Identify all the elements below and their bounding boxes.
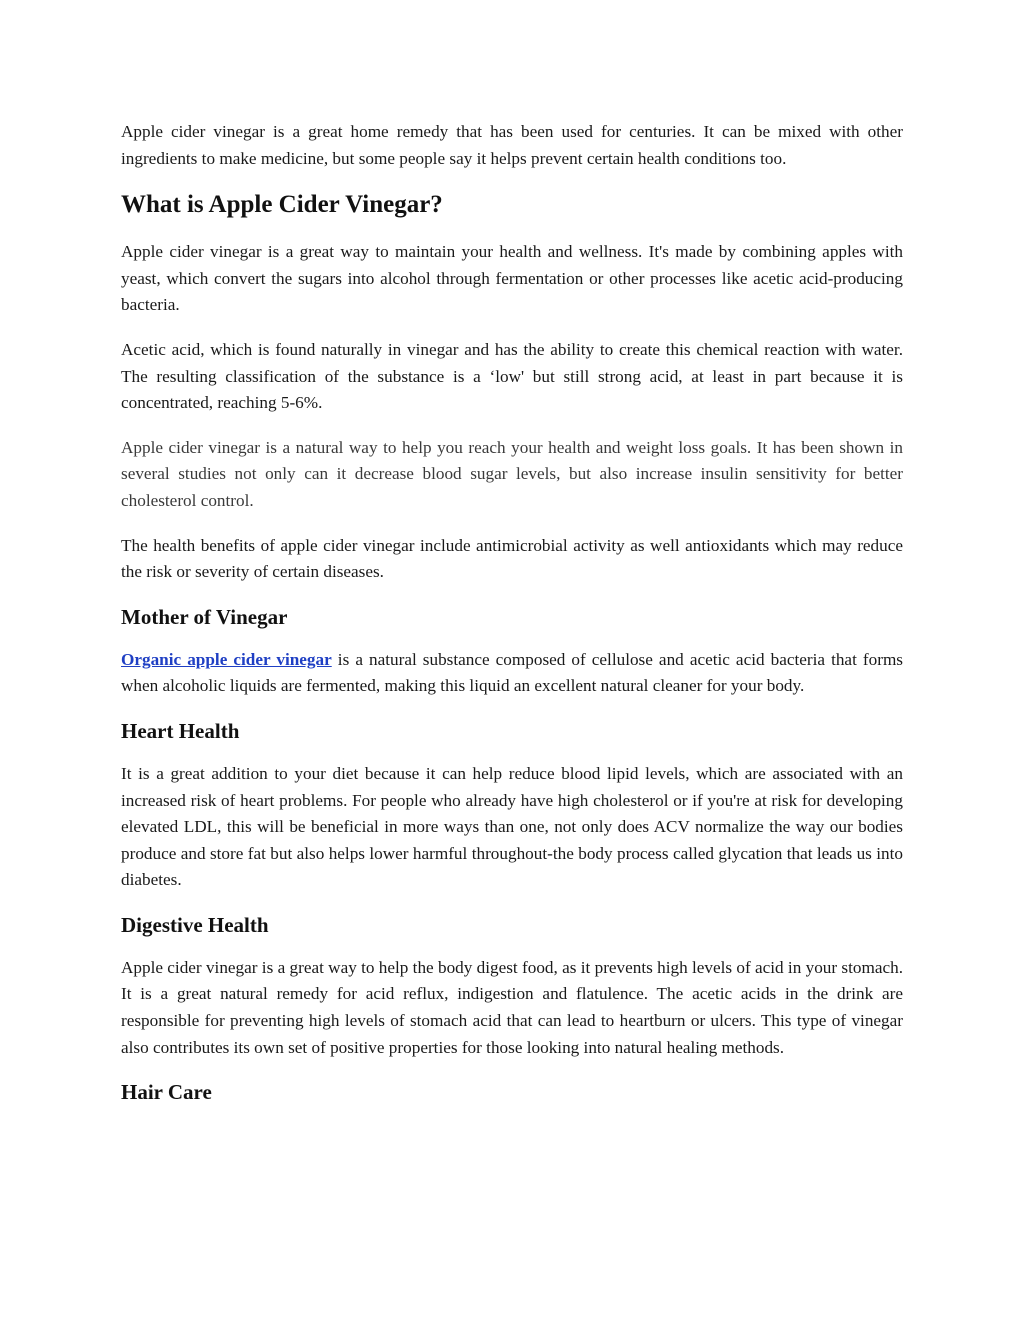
organic-acv-link[interactable]: Organic apple cider vinegar (121, 649, 332, 669)
intro-paragraph: Apple cider vinegar is a great home remedy that has been used for centuries. It can be mixed with other ingredients to make medicine, but some people say it helps prevent certain health conditions too. (121, 122, 903, 168)
what-paragraph-2: Acetic acid, which is found naturally in vinegar and has the ability to create this chemical reaction with water. The resulting classification of the substance is a ‘low' but still strong acid, at least in part because it is concentrated, reaching 5-6%. (121, 339, 903, 413)
mother-paragraph-text: is a natural substance composed of cellulose and acetic acid bacteria that forms when alcoholic liquids are fermented, making this liquid an excellent natural cleaner for your body. (121, 649, 903, 696)
what-paragraph-3: Apple cider vinegar is a natural way to help you reach your health and weight loss goals. It has been shown in several studies not only can it decrease blood sugar levels, but also increase insulin sensitivity for better cholesterol control. (121, 437, 903, 510)
heading-heart-health: Heart Health (121, 718, 240, 743)
what-paragraph-4: The health benefits of apple cider vinegar include antimicrobial activity as well antioxidants which may reduce the risk or severity of certain diseases. (121, 535, 903, 582)
heading-what-is-acv: What is Apple Cider Vinegar? (121, 191, 443, 219)
heading-hair-care: Hair Care (121, 1080, 212, 1105)
mother-paragraph (121, 647, 903, 700)
document-page (121, 119, 903, 1122)
heading-mother-of-vinegar: Mother of Vinegar (121, 604, 288, 629)
heart-paragraph: It is a great addition to your diet because it can help reduce blood lipid levels, which are associated with an increased risk of heart problems. For people who already have high cholesterol or if you're at risk for developing elevated LDL, this will be beneficial in more ways than one, not only does ACV normalize the way our bodies produce and store fat but also helps lower harmful throughout-the body process called glycation that leads us into diabetes. (121, 763, 903, 890)
what-paragraph-1: Apple cider vinegar is a great way to maintain your health and wellness. It's made by combining apples with yeast, which convert the sugars into alcohol through fermentation or other processes like acetic acid-producing bacteria. (121, 242, 903, 315)
heading-digestive-health: Digestive Health (121, 912, 269, 937)
digestive-paragraph: Apple cider vinegar is a great way to help the body digest food, as it prevents high levels of acid in your stomach. It is a great natural remedy for acid reflux, indigestion and flatulence. The acetic acids in the drink are responsible for preventing high levels of stomach acid that can lead to heartburn or ulcers. This type of vinegar also contributes its own set of positive properties for those looking into natural healing methods. (121, 957, 903, 1057)
